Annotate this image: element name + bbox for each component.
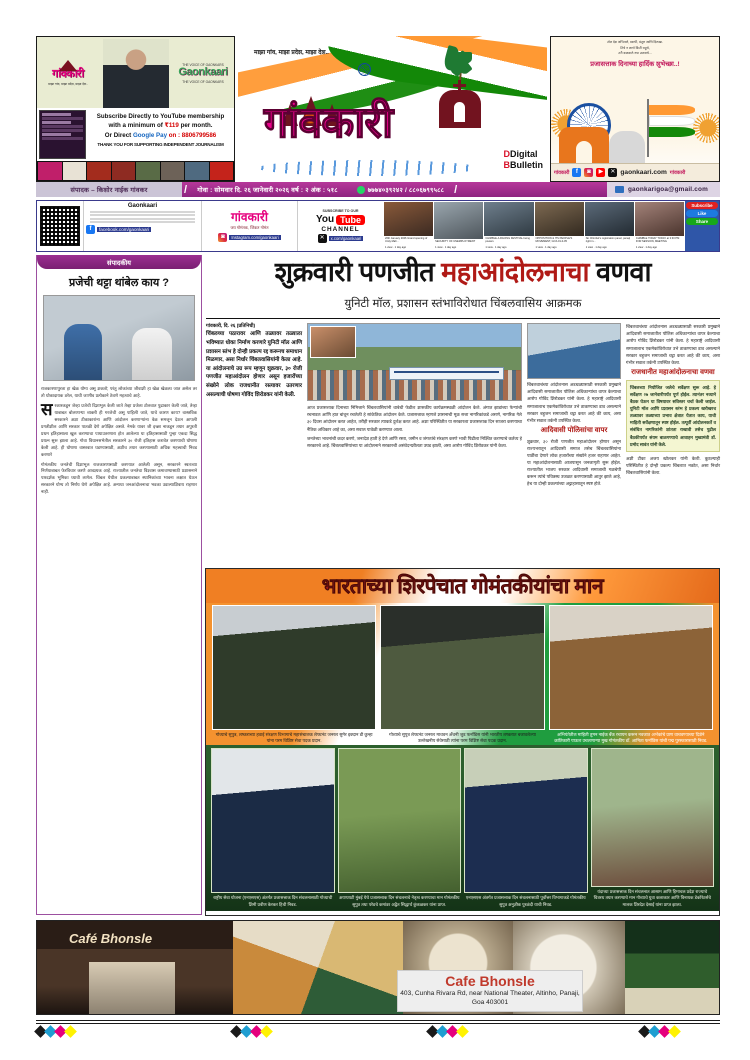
logo-text: गांवकारी [231,209,268,224]
protest-photo [307,323,522,401]
envelope-icon [615,186,624,193]
spokesperson-photo [527,323,621,379]
republic-ad-text [551,37,719,68]
flag-hoisting-photo [338,748,462,893]
twitter-url[interactable]: x.com/gaonkaari [330,236,362,241]
digital-bulletin-label [504,149,544,170]
story-lead: चिंबलच्या पठारावर आणि तळ्यावर तळ्याला भविष्यात धोका निर्माण करणारे युनिटी मॉल आणि प्रशासन स्तंभ हे दोन्ही प्रकल्प रद्द करूनच समाधान मिळणार, असा निर्धार चिंबलवासियांनी केला आहे. या आंदोलनाचे उग्र रूप म्हणून शुक्रवार, ३० रोजी पणजीत महाआंदोलन होणार असून हजारोंच्या संख्येने लोक राजधानीत रस्त्यावर उतरणार असल्याची घोषणा गोविंद शिरोडकर यांनी केली. [206,331,302,398]
digital-label: DDigital [503,149,538,160]
youtube-channel-label: CHANNEL [321,226,360,233]
portrait-photo [380,605,544,730]
feature-item [211,748,335,908]
facebook-url[interactable]: facebook.com/gaonkaari [99,227,150,232]
video-thumbnail[interactable] [484,202,533,236]
video-meta: 1 view · 1 day ago [435,245,457,249]
ashoka-chakra-icon [358,63,371,76]
masthead [238,36,547,182]
story-column-3 [527,323,621,523]
video-meta: 1 view · 1 day ago [585,245,607,249]
registration-diamond-yellow [668,1025,681,1038]
protest-banner [389,367,504,380]
twitter-x-icon[interactable]: ✕ [319,235,325,241]
share-button[interactable]: Share [686,218,718,225]
editorial-title: प्रजेची थट्टा थांबेल काय ? [69,277,169,289]
story-column-4 [626,323,720,523]
story-para-5: चिंबलवाचंच्या आंदोलनास अडथळ्यासाठी सरकारी प्रमुखाने आदिवासी समाजातील पोलिस अधिकाऱ्यांचा वापर केल्याचा आरोप गोविंद शिरोडकर यांनी केला. हे महाराष्ट्रे आदिवासी समाजालाच एकमेकांविरोधात उभे ठाकण्याचा डाव असल्याने सरकार बहुजन समाजाची थट्टा करत आहे की काय, असा गंभीर सवाल तर्कनी उपस्थित केला. [626,324,720,365]
editorial-section-header: संपादकीय [37,255,201,269]
protest-photo-inset [310,326,356,358]
video-thumbnail[interactable] [585,202,634,236]
logo-right-sub: THE VOICE OF GAONKARS [182,80,224,84]
logo-right-tagline-top: THE VOICE OF GAONKARS [182,63,224,67]
whatsapp-icon [357,186,365,194]
gaonkaari-logo-card [201,201,297,251]
main-subhead: युनिटी मॉल, प्रशासन स्तंभाविरोधात चिंबलवासिय आक्रमक [206,287,720,319]
instagram-icon[interactable]: ◙ [584,168,593,177]
feature-caption: एनएसएस अंतर्गत प्रजासत्ताक दिन संचलनासाठी पूर्वोत्तर विभागाकडे गोमंतकीय सुपुत्र अनुज्ञीक पुरळंदी याची निवड. [465,895,586,907]
masthead-title: गांवकारी [264,99,393,147]
like-button[interactable]: Like [686,210,718,217]
cmyk-mark-group [428,1027,467,1036]
cafe-exterior-photo [625,921,719,1014]
ad-anchor-banner [37,37,234,108]
video-meta: 1 view · 1 day ago [485,245,507,249]
cafe-bhonsle-ad[interactable] [36,920,720,1015]
whatsapp-numbers: ७७७४०३९२४२ / ८८०६७९९५८८ [346,182,452,197]
story-para-1: आज प्रजासत्ताक दिनाच्या निमित्ताने चिंबलवासियांनी धाबेधी फेडील शासकीय कार्यक्रमस्थळी आंदोलन केले. अंगात झाडांच्या फेऱ्यांची रचनाडल आणि हात बांधून रचलेली हे सांकेतिक आंदोलन केले. प्रजासत्ताक म्हणजे शासनाची मूळ सत्ता नागरिकांकडे असणे, नागरिक गेले ३० दिवस आंदोलन करत आहेत, तरीही सरकार त्याकडे दुर्लक्ष करत आहे. अशा परिस्थितीत या सरकारला प्रजासत्ताक दिन साजरा करण्याचा नैतिक अधिकार आहे का, असा सवाल यावेळी करण्यात आला. [307,405,522,432]
masthead-tagline: माझा गांव, माझा प्रदेश, माझा देश.. [254,50,329,56]
video-title: 26th January 2026 Grand opening of Unity Mall... [385,236,428,244]
video-meta: 1 view · 1 day ago [385,245,407,249]
video-item[interactable] [635,202,684,250]
video-item[interactable] [434,202,483,250]
contact-email[interactable]: gaonkarigoa@gmail.com [607,182,720,197]
gaonkaari-logo-left [41,60,95,86]
registration-diamond-yellow [456,1025,469,1038]
indian-flag-icon [647,99,701,157]
feature-caption: गोव्याचे सुपुत्र लेफ्टनंट जनरल माधवन अँथनी जुड फर्नांडिस यांनी भारतीय लष्करात बजावलेल्या उल्लेखनीय सेवेसाठी त्यांना परम विशिष्ट सेवा पदक प्रदान. [389,731,536,744]
video-item[interactable] [585,202,634,250]
portrait-photo [212,605,376,730]
portrait-photo [464,748,588,893]
gpay-label: Google Pay [132,131,168,139]
gaonkaari-logo-right [176,61,230,84]
cmyk-mark-group [640,1027,679,1036]
ad-line-1: Subscribe Directly to YouTube membership [96,113,225,120]
anchor-photo [103,39,169,108]
story-column-2 [307,323,522,523]
registration-diamond-yellow [64,1025,77,1038]
ad-line-2-b: per month. [180,122,213,130]
cafe-name: Cafe Bhonsle [445,973,535,990]
headline-part-2: वणवा [589,257,652,287]
ad-footer-note: THANK YOU FOR SUPPORTING INDEPENDENT JOURNALISM [97,141,224,147]
cafe-storefront-photo [37,921,233,1014]
republic-ad-artwork [551,68,719,163]
story-subheadline-1: आदिवासी पोलिसांचा वापर [540,426,608,434]
feature-caption: राष्ट्रीय सेवा योजना (एनएसएस) अंतर्गत प्रजासत्ताक दिन संचलनासाठी गोव्याची शिमी प्रवीण केरकर हिची निवड. [213,895,333,907]
youtube-screenshot-thumb [39,110,86,159]
india-gate-icon [559,127,609,163]
story-para-2: जनतेच्या भावनांची कदर करणे, जनादेश हाती हे देणे आणि रस्ता, जमीन व जंगलांचे संरक्षण करणे भावी पिढीला निश्चित करण्याचे कर्तव्य हे सरकारचे आहे. चिंबलवासियांच्या या आंदोलनाने सरकारची असंवेदनशीलता उघड झाली, असा आरोप गोविंद शिरोडकर यांनी केला. [307,436,522,449]
editorial-body [41,386,197,496]
bulletin-label: BBulletin [503,159,543,170]
divider-slash: / [184,183,188,196]
feature-caption: अयप्पयटी मुंबई येथे प्रजासत्ताक दिन संचलनाचे नेतृत्व करण्याचा मान गोमंतकीय सुपुत्र तथा परेडचे कमांडर अद्वैत सिद्धार्थ कुंकळकर यांना प्राप्त. [338,895,460,907]
portrait-photo [211,748,335,893]
video-item[interactable] [535,202,584,250]
story-body-5 [626,455,720,476]
ad-thumbnail-strip [37,161,234,181]
feature-row-2 [206,745,719,911]
video-title: No Chimbel's registration panel, panaji right in... [585,236,631,244]
facebook-page-card[interactable] [83,201,201,251]
ad-amount: ₹119 [164,122,179,130]
logo-tagline: माझा गांव, माझा प्रदेश, माझा देश.. [48,81,88,86]
logo-right-text: Gaonkaari [178,66,228,78]
feature-row-1 [206,603,719,745]
top-banner-area [36,36,720,182]
youtube-icon[interactable]: ▶ [596,168,605,177]
feature-caption: अभियंतेतील माहिती तुमन नाईक बँक रचायन करून नवजात अर्भकांचे प्राण वाचवण्याच्या दिशेने क्रांतिकारी पाऊल उचलणाऱ्या मुख गोमंतकीय डॉ. आमिता फर्नांडिस यांची पद्म पुरस्कारासाठी निवड. [554,731,708,744]
editorial-para-1: सरकारकडून जेव्हा प्रजेची दिशाभूल केली जाते तेव्हा प्रजेला टोलवात पुढाकार केली जाते, तेव्हा याबाबत बोलणाऱ्या व्यक्ती ही गरजेची असू पाहिली जाते, याचे कारण काय? वास्तविक सरकारने अशा टीकाकारांना आणि आंदोलन करणाऱ्यांना वेळ समजून देऊन आपली प्रगतीशील आणि सरकार पातळी देणे अपेक्षित असते. नेमके यावर जी इच्छा नाकडून तयार अपुरती प्रथम इतिहासाला खुल करण्याचा पायाउतरणारा होत आलेल्या या इतिहासासाठी पुन्हा एकदा सिद्ध प्रयत्न सुरू झाला आहे. गोवा विधानसभेतील सरकारने ३० रोजी इतिहास करावेत करण्याची घोषणा केली आहे. ही घोषणा वास्तवात घडण्यासाठी, अशीच तयार करण्यासाठी अधिक महत्त्वाची निवड करणारे [41,399,197,457]
social-video-strip [36,200,720,252]
rd-line-1: तोल देश अभिमाने, स्वाभी, संतुष्ट आणि दिलखा. [607,40,663,44]
rd-line-3: तरी कळवाले नया उजवाचे... [618,51,652,56]
publication-dateline: गोवा : सोमवार दि. २६ जानेवारी २०२६ वर्ष : २ अंक : ५१८ [197,187,338,194]
logo-text: गांवकारी [52,67,84,80]
trim-line-secondary [36,1023,720,1024]
video-thumbnail[interactable] [384,202,433,236]
video-item[interactable] [484,202,533,250]
youtube-membership-ad[interactable] [36,36,235,182]
dateline-bar [36,182,720,197]
republic-ad-footer[interactable] [551,163,719,181]
facebook-icon[interactable]: f [86,225,95,234]
feature-item [464,748,588,908]
youtube-channel-card[interactable] [297,201,383,251]
feature-banner [206,569,719,603]
feature-caption: गोव्याचे सुपुत्र, लष्कराच्या हवाई संरक्षण विभागाचे महासंचालक लेफ्टनंट जनरल सुमेर इक्दान डी कुन्हा यांना परम विशिष्ट सेवा पदक प्रदान. [215,731,373,744]
youtube-you-label: You [316,214,335,225]
video-title: OPPOSITION & ITS PEOPLE'S MOVEMENT, GOA 01-0-05 [535,236,573,244]
video-item[interactable] [384,202,433,250]
trim-line [36,1020,720,1021]
rd-line-2: तिचे न लागो किती राहूचे, [620,45,650,50]
facebook-icon[interactable]: f [572,168,581,177]
ad-line-2 [89,121,232,130]
editor-name: संपादक – किशोर नाईक गांवकर [36,182,182,197]
story-body-2 [527,381,621,424]
qr-code-icon[interactable] [40,206,80,246]
portrait-photo [549,605,713,730]
video-thumbnail[interactable] [535,202,584,236]
feature-item [549,605,713,745]
twitter-x-icon[interactable]: ✕ [610,169,616,175]
fb-page-name: Gaonkaari [127,203,158,209]
headline-highlight: महाआंदोलनाचा [441,257,590,287]
story-para-3: चिंबलवाचंच्या आंदोलनास अडथळ्यासाठी सरकारी प्रमुखाने आदिवासी समाजातील पोलिस अधिकाऱ्यांचा वापर केल्याचा आरोप गोविंद शिरोडकर यांनी केला. हे महाराष्ट्रे आदिवासी समाजालाच एकमेकांविरोधात उभे ठाकण्याचा डाव असल्याने सरकार बहुजन समाजाची थट्टा करत आहे की काय, असा गंभीर सवाल तर्कनी उपस्थित केला. [527,382,621,423]
main-headline [206,255,720,287]
ad-copy [89,110,232,159]
rd-logo-right: गांवकारी [669,169,686,176]
photo-feature-section [205,568,720,916]
subscribe-prompt: SUBSCRIBE TO OUR [322,209,359,213]
story-grid [206,323,720,523]
video-meta: 1 view · 1 day ago [635,245,657,249]
ad-line-3 [89,131,232,140]
youtube-tube-label: Tube [336,215,365,225]
feature-item [380,605,544,745]
editorial-column [36,255,202,915]
editorial-photo [43,295,195,381]
video-thumbnail-strip [383,201,685,251]
gpay-number: on : 8806799586 [168,131,217,139]
republic-day-ad[interactable] [550,36,720,182]
editorial-para-2: गोमंतकीय जनतेची दिशाभूल राजकारणासाठी करण्यात आलेली असून, सरकारने स्वतःच्या निर्णयाबाबत फेरविचार करणे आवश्यक आहे. राज्यातील जनतेचा विश्वास कमावण्यासाठी प्रशासनाने पारदर्शक भूमिका घ्यावी लागेल. चिंबल येथील प्रकल्पाबाबत स्थानिकांच्या भावना लक्षात घेऊन सरकारने योग्य तो निर्णय घेणे अपेक्षित आहे. अन्यथा जनआंदोलनाचा भडका उडाल्याशिवाय राहणार नाही. [41,461,197,495]
story-body-3 [527,438,621,488]
feature-caption: यंदाच्या प्रजासत्ताक दिन संचलनात आसाम आणि हिमाचल प्रदेश राज्याचे चित्ररथ तयार करण्याचे मान गोव्याचे युवा कलाकार आणि विनायक डेकोरेटर्सचे मालक शिरदेश देसाई यांना प्राप्त झाला. [593,888,711,907]
waves-icon [258,160,478,176]
video-title: SECURITY OF UNEMPLOYMENT [435,240,476,244]
story-para-6: अशी टीका अजय खोलकर यांनी केली. कुठल्याही परिस्थितीत हे दोन्ही प्रकल्प चिंबलात नकोत, असा निर्धार चिंबलवासियांनी केला. [626,455,720,476]
story-body-4 [626,323,720,366]
video-title: CHIMBLE-A RACING FESTIVAL being powers [485,236,530,244]
taj-mahal-icon [609,131,645,163]
registration-diamond-yellow [260,1025,273,1038]
feature-title: भारताच्या शिरपेचात गोमंतकीयांचा मान [321,574,604,598]
story-dateline: गांवकारी, दि. २६ (प्रतिनिधी) [206,324,256,330]
story-para-4: शुक्रवार, ३० रोजी पणजीत महाआंदोलन होणार असून राज्यभरातून आदिवासी समाज तसेच चिंबलवासियांना पाठींबा देणारे लोक हजारोंच्या संख्येने हजर राहणार आहेत. या महाआंदोलनासाठी आजपासून जनजागृती सुरू होईल. राज्यातील भाजप सरकार आदिवासी समाजाची गळचेपी करून त्यांचे पवित्रस्थ उजळत करण्यासाठी आतुर झाले आहे, हेच या दोन्ही प्रकल्पांच्या अट्टाहासातून स्पष्ट होते. [527,438,621,487]
feature-item [338,748,462,908]
temple-icon [41,60,95,71]
cafe-food-collage [233,921,403,1014]
story-body-1 [307,404,522,449]
tableau-photo [591,748,715,887]
feature-item [212,605,376,745]
video-title: CHIMBLE TODAY TODAY at 3:30 PM FOR SESSION, MEETING [635,236,680,244]
website-url[interactable]: gaonkaari.com [620,169,667,176]
cmyk-mark-group [232,1027,271,1036]
video-thumbnail[interactable] [635,202,684,236]
logo-subtitle: जय गोमंतक, जिंकत गोमंत [230,224,269,230]
social-action-buttons[interactable] [685,201,719,251]
instagram-icon[interactable]: ◙ [218,233,227,242]
cmyk-mark-group [36,1027,75,1036]
instagram-url[interactable]: Instagram.com/gaonkaari [231,234,279,240]
story-column-1 [206,323,302,523]
video-thumbnail[interactable] [434,202,483,239]
video-meta: 1 view · 1 day ago [535,245,557,249]
rd-logo-left: गांवकारी [554,169,570,176]
cm-statement-box: चिंबलच्या नियोजित जलेचे सर्वेक्षण सुरू आहे. हे सर्वेक्षण २७ जानेवारीपर्यंत पूर्ण होईल. त्यानंतर नव्याने बैठक घेऊन या विषयावर सविस्तर चर्चा केली जाईल. युनिटी मॉल आणि प्रशासन स्तंभ हे प्रकल्प खरोखरच तळ्यावर तळ्याच्या प्रभाव क्षेत्रात येतात काय, याची माहिती सर्वेक्षणातून स्पष्ट होईल. तत्पूर्वी आंदोलनकर्ते व संबंधित नागरिकांनी शांतता राखावी तसेच पुढील बैठकीपर्यंत संयम बाळगण्याचे आवाहन मुख्यमंत्री डॉ. प्रमोद सावंत यांनी केले. [626,380,720,452]
feature-item [591,748,715,908]
ad-line-3-a: Or Direct [104,131,132,139]
headline-part-1: शुक्रवारी पणजीत [274,257,442,287]
cafe-info-label [397,970,583,1012]
cafe-logo: Café Bhonsle [69,931,153,946]
divider-slash-2: / [454,183,458,196]
ad-copy-row [37,108,234,161]
subscribe-button[interactable]: Subscribe [686,202,718,209]
cafe-entrance [89,962,175,1014]
cafe-address: 403, Cunha Rivara Rd, near National Theater, Altinho, Panaji, Goa 403001 [400,990,580,1006]
ad-line-2-a: with a minimum of [108,122,163,130]
print-registration-marks [36,1020,720,1038]
rd-headline: प्रजासत्ताक दिनाच्या हार्दिक शुभेच्छा..! [590,60,680,68]
editorial-intro: राजकारणापुरता हा खेळ योग्य असू शकतो; परंतु लोकांच्या जीवाशी हा खेळ खेळला जात असेल तर तो घोकादायक ठरेल, याची जाणीव प्रत्येकाने ठेवणे महत्वाचे आहे. [41,386,197,398]
story-subheadline-2: राजधानीत महाआंदोलनाचा वणवा [631,368,715,376]
church-icon [439,90,481,128]
